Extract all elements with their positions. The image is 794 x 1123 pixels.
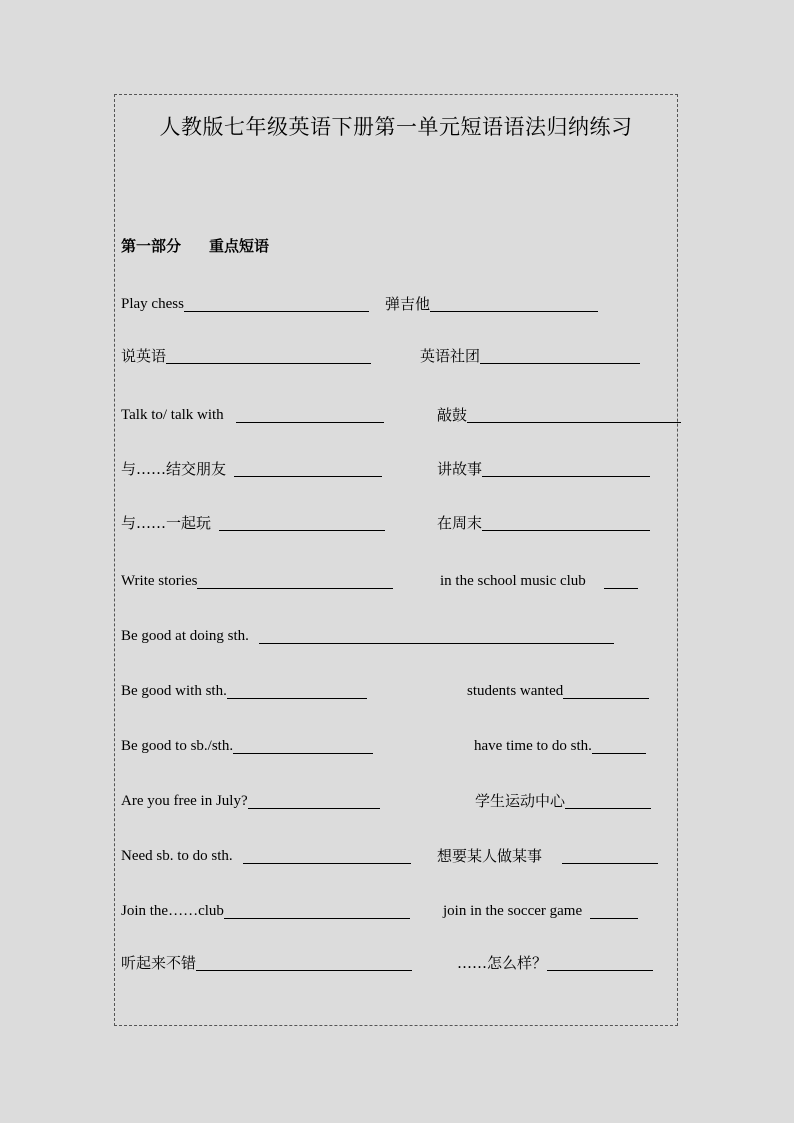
phrase-label: 说英语 [121, 347, 167, 365]
answer-blank[interactable] [243, 846, 411, 864]
answer-blank[interactable] [604, 571, 638, 589]
answer-blank[interactable] [166, 346, 371, 364]
phrase-item [437, 506, 650, 532]
answer-blank[interactable] [562, 846, 658, 864]
answer-blank[interactable] [197, 571, 393, 589]
phrase-label: 在周末 [437, 514, 483, 532]
phrase-label: Are you free in July? [121, 793, 248, 809]
phrase-row [115, 674, 679, 700]
phrase-row [115, 287, 679, 313]
phrase-label: 想要某人做某事 [437, 847, 543, 865]
phrase-item [385, 287, 598, 313]
phrase-label: have time to do sth. [474, 738, 592, 754]
phrase-item [121, 619, 614, 645]
phrase-item [121, 339, 371, 365]
answer-blank[interactable] [563, 681, 649, 699]
phrase-label: Need sb. to do sth. [121, 848, 233, 864]
answer-blank[interactable] [219, 513, 385, 531]
phrase-label: in the school music club [440, 573, 586, 589]
phrase-item [457, 946, 653, 972]
answer-blank[interactable] [233, 736, 373, 754]
phrase-label: Write stories [121, 573, 198, 589]
answer-blank[interactable] [480, 346, 640, 364]
phrase-item [121, 398, 384, 424]
phrase-row [115, 729, 679, 755]
phrase-row [115, 564, 679, 590]
phrase-item [121, 506, 385, 532]
answer-blank[interactable] [430, 294, 598, 312]
phrase-label: 讲故事 [437, 460, 483, 478]
answer-blank[interactable] [565, 791, 651, 809]
phrase-item [121, 729, 373, 755]
phrase-row [115, 946, 679, 972]
phrase-label: join in the soccer game [443, 903, 583, 919]
answer-blank[interactable] [467, 405, 681, 423]
answer-blank[interactable] [259, 626, 614, 644]
section-name: 重点短语 [209, 237, 270, 255]
answer-blank[interactable] [592, 736, 646, 754]
answer-blank[interactable] [227, 681, 367, 699]
phrase-row [115, 452, 679, 478]
phrase-label: Join the……club [121, 903, 224, 919]
phrase-item [121, 287, 369, 313]
phrase-item [121, 784, 380, 810]
phrase-item [121, 564, 393, 590]
phrase-item [475, 784, 651, 810]
answer-blank[interactable] [184, 294, 369, 312]
answer-blank[interactable] [248, 791, 380, 809]
answer-blank[interactable] [196, 953, 412, 971]
phrase-item [121, 839, 411, 865]
phrase-item [420, 339, 640, 365]
phrase-row [115, 506, 679, 532]
phrase-item [467, 674, 649, 700]
phrase-item [437, 839, 658, 865]
phrase-row [115, 398, 679, 424]
phrase-item [121, 674, 367, 700]
page-title: 人教版七年级英语下册第一单元短语语法归纳练习 [159, 115, 633, 139]
phrase-label: Be good at doing sth. [121, 628, 249, 644]
phrase-label: Play chess [121, 296, 184, 312]
answer-blank[interactable] [482, 459, 650, 477]
phrase-row [115, 339, 679, 365]
phrase-item [474, 729, 646, 755]
answer-blank[interactable] [224, 901, 410, 919]
section-heading [121, 235, 269, 256]
phrase-item [440, 564, 638, 590]
phrase-row [115, 894, 679, 920]
phrase-item [121, 946, 412, 972]
phrase-label: 听起来不错 [121, 954, 197, 972]
phrase-label: Be good to sb./sth. [121, 738, 234, 754]
section-part: 第一部分 [121, 237, 182, 255]
answer-blank[interactable] [482, 513, 650, 531]
phrase-label: 弹吉他 [385, 295, 431, 313]
phrase-row [115, 619, 679, 645]
phrase-item [121, 452, 382, 478]
phrase-item [443, 894, 638, 920]
phrase-row [115, 839, 679, 865]
answer-blank[interactable] [234, 459, 382, 477]
phrase-label: students wanted [467, 683, 564, 699]
worksheet-page [114, 94, 678, 1026]
phrase-label: 学生运动中心 [475, 792, 566, 810]
answer-blank[interactable] [590, 901, 638, 919]
phrase-label: 敲鼓 [437, 406, 468, 424]
phrase-row [115, 784, 679, 810]
phrase-label: 英语社团 [420, 347, 481, 365]
phrase-item [437, 398, 681, 424]
answer-blank[interactable] [547, 953, 653, 971]
phrase-label: Be good with sth. [121, 683, 227, 699]
answer-blank[interactable] [236, 405, 384, 423]
phrase-label: Talk to/ talk with [121, 407, 224, 423]
phrase-item [437, 452, 650, 478]
phrase-label: 与……结交朋友 [121, 460, 227, 478]
phrase-label: ……怎么样？ [457, 954, 548, 972]
phrase-item [121, 894, 410, 920]
phrase-label: 与……一起玩 [121, 514, 212, 532]
